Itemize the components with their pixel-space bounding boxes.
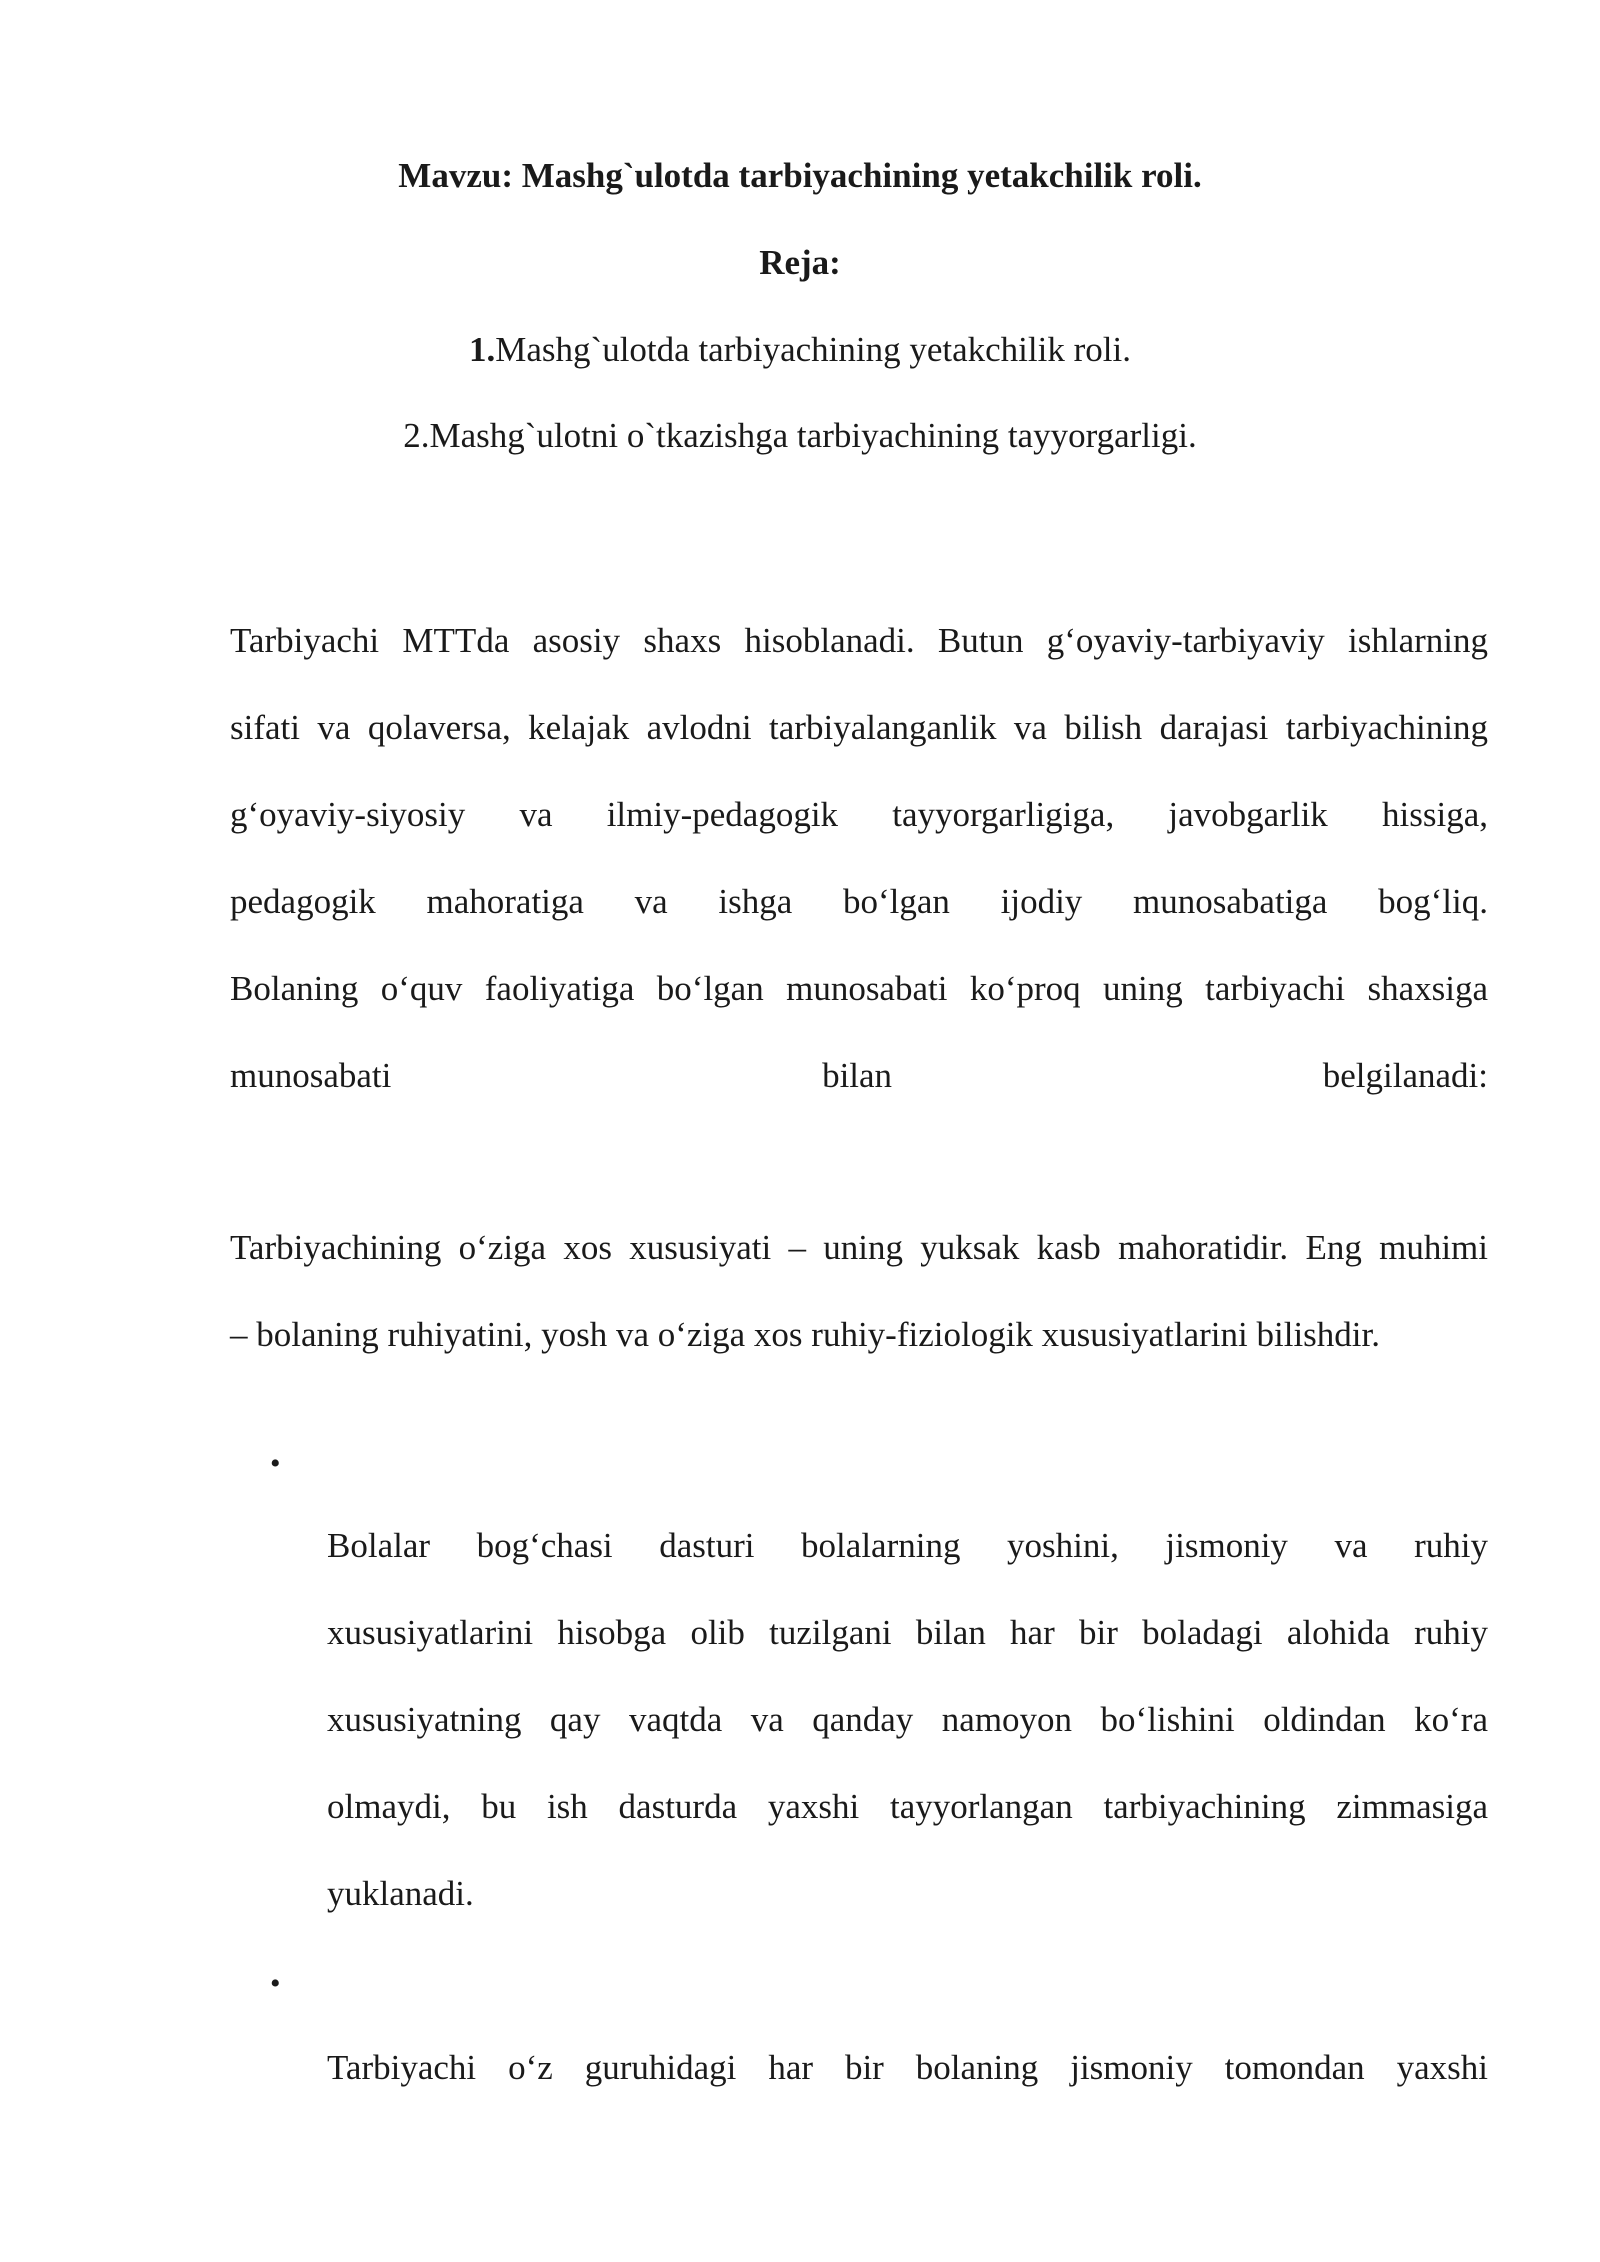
bullet-icon: •	[270, 1967, 281, 2000]
plan-item-text: Mashg`ulotni o`tkazishga tarbiyachining tayyorgarligi.	[429, 416, 1197, 455]
list-item-line: xususiyatning qay vaqtda va qanday namoyon bo‘lishini oldindan ko‘ra	[327, 1700, 1488, 1739]
body-paragraph-2	[230, 1222, 1488, 1396]
list-item-line: yuklanadi.	[327, 1874, 474, 1913]
list-item-line: Bolalar bog‘chasi dasturi bolalarning yoshini, jismoniy va ruhiy	[327, 1526, 1488, 1565]
paragraph-line: Tarbiyachi MTTda asosiy shaxs hisoblanadi. Butun g‘oyaviy-tarbiyaviy ishlarning	[230, 621, 1488, 660]
plan-item-number: 1.	[469, 330, 496, 369]
list-item-line: Tarbiyachi o‘z guruhidagi har bir bolaning jismoniy tomondan yaxshi	[327, 2048, 1488, 2087]
list-item	[327, 1520, 1488, 1955]
plan-item-text: Mashg`ulotda tarbiyachining yetakchilik roli.	[495, 330, 1131, 369]
paragraph-line: pedagogik mahoratiga va ishga bo‘lgan ijodiy munosabatiga bog‘liq.	[230, 882, 1488, 921]
plan-heading: Reja:	[759, 243, 841, 282]
paragraph-line: munosabati bilan belgilanadi:	[230, 1056, 1488, 1095]
list-item-line: xususiyatlarini hisobga olib tuzilgani bilan har bir boladagi alohida ruhiy	[327, 1613, 1488, 1652]
paragraph-line: – bolaning ruhiyatini, yosh va o‘ziga xos ruhiy-fiziologik xususiyatlarini bilishdir.	[230, 1315, 1380, 1354]
document-title: Mavzu: Mashg`ulotda tarbiyachining yetakchilik roli.	[398, 156, 1202, 195]
paragraph-line: Tarbiyachining o‘ziga xos xususiyati – uning yuksak kasb mahoratidir. Eng muhimi	[230, 1228, 1488, 1267]
plan-item	[0, 324, 1600, 376]
list-item-line: olmaydi, bu ish dasturda yaxshi tayyorlangan tarbiyachining zimmasiga	[327, 1787, 1488, 1826]
paragraph-line: Bolaning o‘quv faoliyatiga bo‘lgan munosabati ko‘proq uning tarbiyachi shaxsiga	[230, 969, 1488, 1008]
plan-item	[0, 410, 1600, 462]
plan-item-number: 2.	[403, 416, 430, 455]
paragraph-line: sifati va qolaversa, kelajak avlodni tarbiyalanganlik va bilish darajasi tarbiyachining	[230, 708, 1488, 747]
list-item	[327, 2042, 1488, 2129]
paragraph-line: g‘oyaviy-siyosiy va ilmiy-pedagogik tayyorgarligiga, javobgarlik hissiga,	[230, 795, 1488, 834]
body-paragraph-1	[230, 615, 1488, 1137]
bullet-icon: •	[270, 1447, 281, 1480]
